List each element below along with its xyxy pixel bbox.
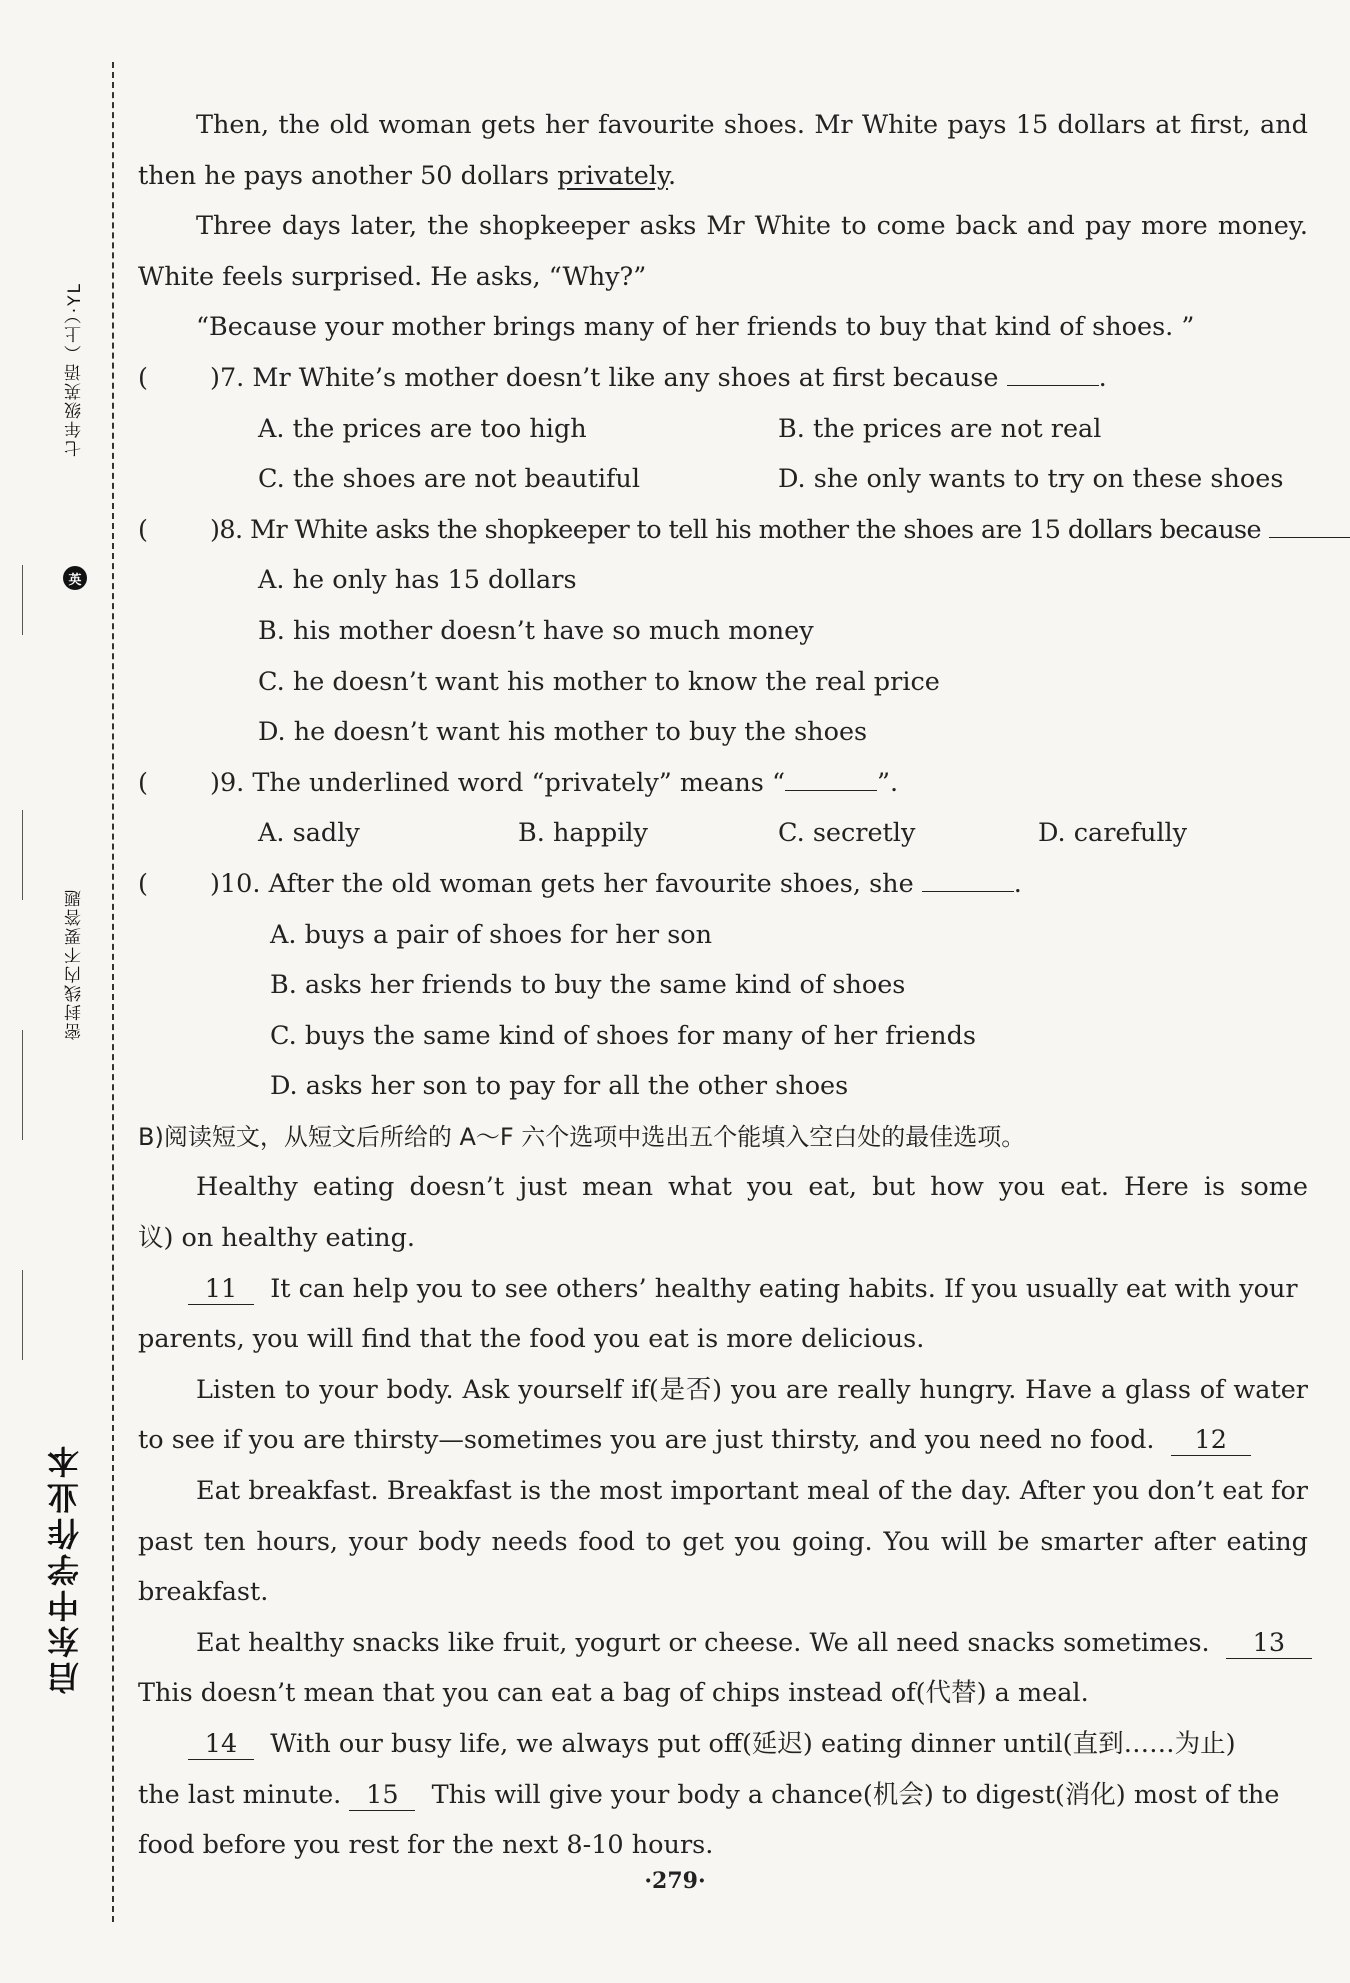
underlined-word: privately bbox=[557, 160, 668, 191]
passage-line: “Because your mother brings many of her friends to buy that kind of shoes. ” bbox=[196, 312, 1195, 343]
passage-line: to see if you are thirsty—sometimes you are just thirsty, and you need no food. 12 bbox=[138, 1415, 1308, 1466]
option[interactable]: A. sadly bbox=[258, 818, 360, 849]
option[interactable]: C. buys the same kind of shoes for many of her friends bbox=[270, 1020, 977, 1051]
passage-line: parents, you will find that the food you eat is more delicious. bbox=[138, 1324, 925, 1355]
question-10: ( )10. After the old woman gets her favourite shoes, she . bbox=[138, 859, 1308, 910]
option[interactable]: C. the shoes are not beautiful bbox=[258, 464, 641, 495]
answer-blank[interactable] bbox=[1007, 355, 1099, 386]
answer-blank[interactable] bbox=[922, 861, 1014, 892]
answer-paren[interactable]: ( bbox=[138, 868, 148, 899]
page-content bbox=[138, 100, 1308, 1871]
passage-line: food before you rest for the next 8-10 hours. bbox=[138, 1830, 714, 1861]
section-b-instruction: B)阅读短文，从短文后所给的 A～F 六个选项中选出五个能填入空白处的最佳选项。 bbox=[138, 1122, 1026, 1151]
subject-note: 七年级英语（上）·YL bbox=[65, 282, 85, 457]
passage-line: Listen to your body. Ask yourself if(是否) you are really hungry. Have a glass of water bbox=[196, 1374, 1308, 1405]
option[interactable]: D. she only wants to try on these shoes bbox=[778, 464, 1284, 495]
option[interactable]: B. his mother doesn’t have so much money bbox=[258, 615, 814, 646]
passage-line: 议) on healthy eating. bbox=[138, 1223, 416, 1254]
option[interactable]: D. asks her son to pay for all the other shoes bbox=[270, 1071, 849, 1102]
answer-blank[interactable] bbox=[1269, 507, 1350, 538]
subject-circle-mark: 英 bbox=[63, 566, 87, 590]
option[interactable]: A. the prices are too high bbox=[258, 413, 587, 444]
passage-line: 11 It can help you to see others’ healthy eating habits. If you usually eat with your bbox=[138, 1264, 1308, 1315]
option[interactable]: A. buys a pair of shoes for her son bbox=[270, 919, 713, 950]
gap-11[interactable]: 11 bbox=[188, 1274, 254, 1305]
gap-15[interactable]: 15 bbox=[349, 1780, 415, 1811]
seal-line-note: 密封线内不要答题 bbox=[65, 888, 85, 1040]
option-row bbox=[138, 404, 1308, 455]
question-7: ( )7. Mr White’s mother doesn’t like any shoes at first because . bbox=[138, 353, 1308, 404]
option[interactable]: C. he doesn’t want his mother to know the real price bbox=[258, 666, 940, 697]
option[interactable]: B. asks her friends to buy the same kind of shoes bbox=[270, 970, 906, 1001]
seat-fill-line bbox=[22, 1270, 23, 1360]
option[interactable]: D. carefully bbox=[1038, 818, 1188, 849]
passage-line: Healthy eating doesn’t just mean what you eat, but how you eat. Here is some bbox=[196, 1172, 1308, 1203]
gap-14[interactable]: 14 bbox=[188, 1729, 254, 1760]
passage-line: White feels surprised. He asks, “Why?” bbox=[138, 261, 647, 292]
option-row bbox=[138, 808, 1308, 859]
number-fill-line bbox=[22, 1030, 23, 1140]
binding-margin bbox=[0, 0, 110, 1983]
passage-line: This doesn’t mean that you can eat a bag of chips instead of(代替) a meal. bbox=[138, 1678, 1089, 1709]
option[interactable]: A. he only has 15 dollars bbox=[258, 565, 577, 596]
seal-dashed-line bbox=[112, 62, 114, 1922]
passage-line: breakfast. bbox=[138, 1577, 269, 1608]
option[interactable]: D. he doesn’t want his mother to buy the shoes bbox=[258, 717, 868, 748]
page-number: ·279· bbox=[644, 1868, 706, 1894]
passage-line: Then, the old woman gets her favourite shoes. Mr White pays 15 dollars at first, and bbox=[196, 110, 1308, 140]
passage-line: Eat healthy snacks like fruit, yogurt or cheese. We all need snacks sometimes. 13 bbox=[138, 1618, 1308, 1669]
passage-line: Eat breakfast. Breakfast is the most important meal of the day. After you don’t eat for bbox=[196, 1476, 1308, 1507]
answer-paren[interactable]: ( bbox=[138, 362, 148, 393]
class-fill-line bbox=[22, 810, 23, 900]
answer-blank[interactable] bbox=[785, 760, 877, 791]
series-title: 启东中学作业本 bbox=[46, 1442, 84, 1694]
passage-line: the last minute. 15 This will give your body a chance(机会) to digest(消化) most of the bbox=[138, 1779, 1280, 1810]
passage-line: 14 With our busy life, we always put off(延迟) eating dinner until(直到……为止) bbox=[138, 1719, 1308, 1770]
answer-paren[interactable]: ( bbox=[138, 514, 148, 545]
passage-line: Three days later, the shopkeeper asks Mr White to come back and pay more money. bbox=[196, 211, 1308, 242]
option[interactable]: B. happily bbox=[518, 818, 648, 849]
passage-line: past ten hours, your body needs food to get you going. You will be smarter after eating bbox=[138, 1526, 1308, 1557]
option-row bbox=[138, 454, 1308, 505]
passage-line: then he pays another 50 dollars privately. bbox=[138, 160, 677, 191]
gap-12[interactable]: 12 bbox=[1171, 1425, 1251, 1456]
question-9: ( )9. The underlined word “privately” means “ ”. bbox=[138, 758, 1308, 809]
option[interactable]: C. secretly bbox=[778, 818, 916, 849]
question-8: ( )8. Mr White asks the shopkeeper to tell his mother the shoes are 15 dollars because bbox=[138, 505, 1308, 556]
gap-13[interactable]: 13 bbox=[1226, 1628, 1312, 1659]
name-fill-line bbox=[22, 565, 23, 635]
option[interactable]: B. the prices are not real bbox=[778, 413, 1102, 444]
answer-paren[interactable]: ( bbox=[138, 767, 148, 798]
